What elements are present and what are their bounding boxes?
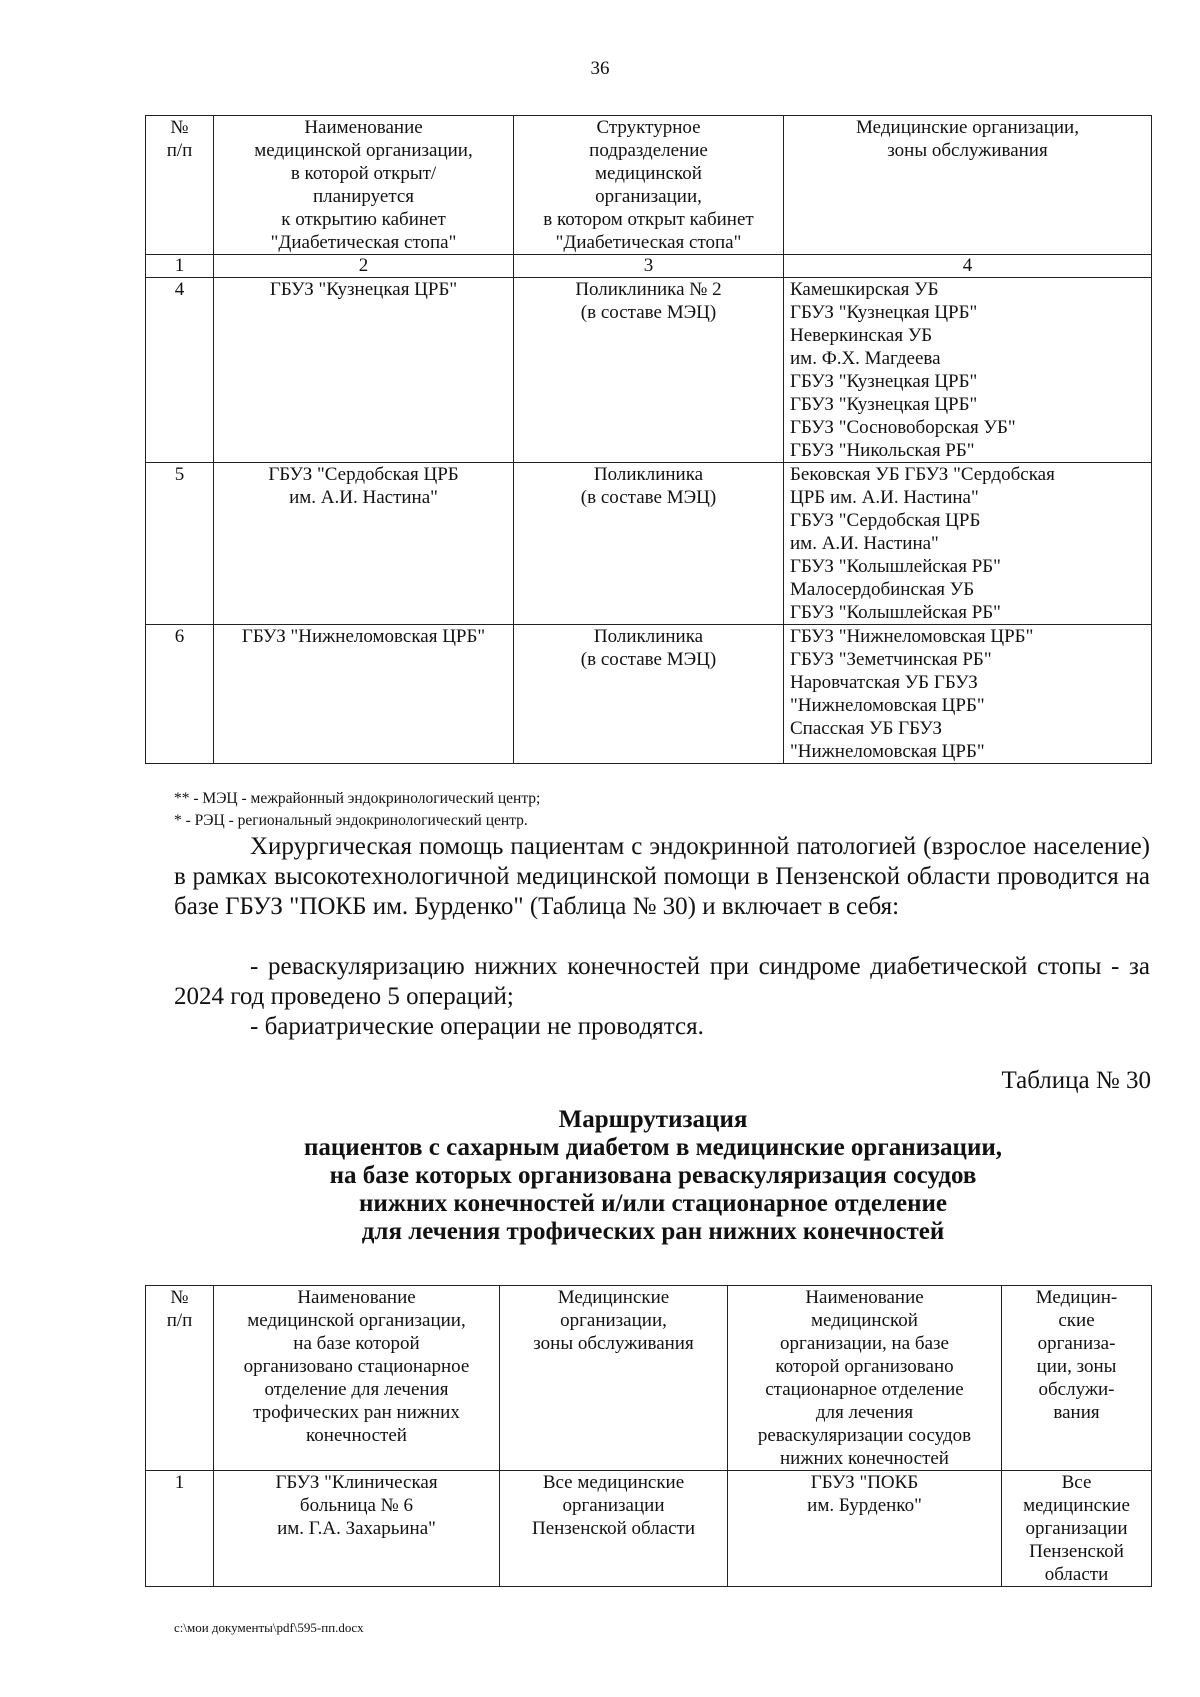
table-30-title: Маршрутизация пациентов с сахарным диабетом в медицинские организации, на базе которых организована реваскуляризация сосудов нижних конечностей и/или стационарное отделение для лечения трофических ран нижних конечностей xyxy=(303,1106,1003,1245)
column-number-row xyxy=(146,255,1152,278)
column-number: 2 xyxy=(214,255,514,278)
row-num: 5 xyxy=(146,463,214,625)
row-org: ГБУЗ "Сердобская ЦРБ им. А.И. Настина" xyxy=(214,463,514,625)
row-org2: ГБУЗ "ПОКБ им. Бурденко" xyxy=(728,1471,1002,1587)
column-number: 4 xyxy=(784,255,1152,278)
footnote-rec: * - РЭЦ - региональный эндокринологический центр. xyxy=(174,812,528,829)
header-org: Наименование медицинской организации, в которой открыт/ планируется к открытию кабинет "Диабетическая стопа" xyxy=(214,116,514,255)
row-num: 4 xyxy=(146,278,214,463)
paragraph-text: Хирургическая помощь пациентам с эндокринной патологией (взрослое население) в рамках высокотехнологичной медицинской помощи в Пензенской области проводится на базе ГБУЗ "ПОКБ им. Бурденко" (Таблица № 30) и включает в себя: xyxy=(174,833,1150,920)
diabetic-foot-cabinets-table xyxy=(145,115,1152,764)
row-unit: Поликлиника (в составе МЭЦ) xyxy=(514,625,784,764)
table-30-label: Таблица № 30 xyxy=(1001,1067,1151,1094)
paragraph-bariatric xyxy=(174,1012,1150,1042)
table-header-row xyxy=(146,116,1152,255)
table-row xyxy=(146,463,1152,625)
page-number: 36 xyxy=(590,58,610,79)
column-number: 3 xyxy=(514,255,784,278)
row-org: ГБУЗ "Клиническая больница № 6 им. Г.А. Захарьина" xyxy=(214,1471,500,1587)
header-zones2: Медицин- ские организа- ции, зоны обслужи- вания xyxy=(1002,1286,1152,1471)
file-path: c:\мои документы\pdf\595-пп.docx xyxy=(174,1620,364,1635)
row-zones: ГБУЗ "Нижнеломовская ЦРБ" ГБУЗ "Земетчинская РБ" Наровчатская УБ ГБУЗ "Нижнеломовская ЦРБ" Спасская УБ ГБУЗ "Нижнеломовская ЦРБ" xyxy=(784,625,1152,764)
row-org: ГБУЗ "Кузнецкая ЦРБ" xyxy=(214,278,514,463)
row-unit: Поликлиника № 2 (в составе МЭЦ) xyxy=(514,278,784,463)
table-row xyxy=(146,1471,1152,1587)
paragraph-revascularization xyxy=(174,952,1150,1012)
header-org: Наименование медицинской организации, на базе которой организовано стационарное отделение для лечения трофических ран нижних конечностей xyxy=(214,1286,500,1471)
row-unit: Поликлиника (в составе МЭЦ) xyxy=(514,463,784,625)
row-zones: Камешкирская УБ ГБУЗ "Кузнецкая ЦРБ" Неверкинская УБ им. Ф.Х. Магдеева ГБУЗ "Кузнецкая ЦРБ" ГБУЗ "Кузнецкая ЦРБ" ГБУЗ "Сосновоборская УБ" ГБУЗ "Никольская РБ" xyxy=(784,278,1152,463)
footnote-mec: ** - МЭЦ - межрайонный эндокринологический центр; xyxy=(174,790,541,807)
row-num: 6 xyxy=(146,625,214,764)
table-header-row xyxy=(146,1286,1152,1471)
paragraph-text: - реваскуляризацию нижних конечностей при синдроме диабетической стопы - за 2024 год проведено 5 операций; xyxy=(174,953,1150,1010)
header-num: № п/п xyxy=(146,1286,214,1471)
routing-table xyxy=(145,1285,1152,1587)
paragraph-surgical-help xyxy=(174,832,1150,922)
row-zones: Все медицинские организации Пензенской области xyxy=(500,1471,728,1587)
column-number: 1 xyxy=(146,255,214,278)
header-unit: Структурное подразделение медицинской организации, в котором открыт кабинет "Диабетическая стопа" xyxy=(514,116,784,255)
row-num: 1 xyxy=(146,1471,214,1587)
footnotes xyxy=(174,788,540,832)
header-num: № п/п xyxy=(146,116,214,255)
row-zones2: Все медицинские организации Пензенской области xyxy=(1002,1471,1152,1587)
header-org2: Наименование медицинской организации, на базе которой организовано стационарное отделение для лечения реваскуляризации сосудов нижних конечностей xyxy=(728,1286,1002,1471)
header-zones: Медицинские организации, зоны обслуживания xyxy=(784,116,1152,255)
row-zones: Бековская УБ ГБУЗ "Сердобская ЦРБ им. А.И. Настина" ГБУЗ "Сердобская ЦРБ им. А.И. Настина" ГБУЗ "Колышлейская РБ" Малосердобинская УБ ГБУЗ "Колышлейская РБ" xyxy=(784,463,1152,625)
paragraph-text: - бариатрические операции не проводятся. xyxy=(250,1013,704,1040)
row-org: ГБУЗ "Нижнеломовская ЦРБ" xyxy=(214,625,514,764)
table-row xyxy=(146,625,1152,764)
table-row xyxy=(146,278,1152,463)
header-zones: Медицинские организации, зоны обслуживания xyxy=(500,1286,728,1471)
